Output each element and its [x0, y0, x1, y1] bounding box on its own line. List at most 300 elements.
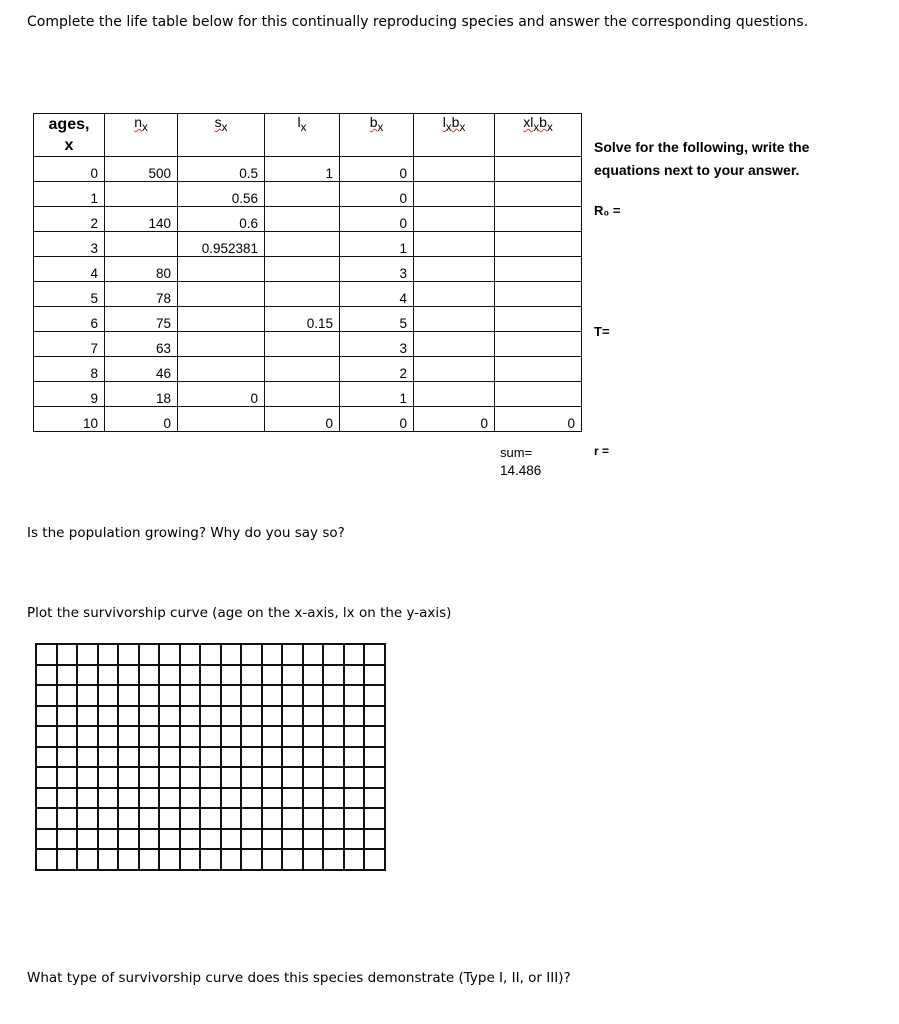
instructions-text: Complete the life table below for this continually reproducing species and answer the corresponding questions. [27, 14, 809, 30]
table-cell-sx[interactable]: 0 [178, 382, 265, 407]
grid-cell[interactable] [77, 706, 98, 727]
table-cell-bx[interactable]: 0 [340, 207, 414, 232]
grid-cell[interactable] [221, 788, 242, 809]
grid-cell[interactable] [36, 788, 57, 809]
grid-cell[interactable] [98, 849, 119, 870]
grid-cell[interactable] [118, 726, 139, 747]
grid-cell[interactable] [98, 685, 119, 706]
table-cell-lx[interactable] [265, 207, 340, 232]
grid-cell[interactable] [57, 685, 78, 706]
grid-cell[interactable] [139, 788, 160, 809]
table-cell-sx[interactable] [178, 407, 265, 432]
table-cell-age[interactable]: 4 [34, 257, 105, 282]
table-cell-age[interactable]: 8 [34, 357, 105, 382]
grid-cell[interactable] [344, 849, 365, 870]
table-row [34, 307, 582, 332]
table-cell-age[interactable]: 3 [34, 232, 105, 257]
table-cell-nx[interactable]: 140 [105, 207, 178, 232]
table-cell-xlxbx[interactable] [495, 332, 582, 357]
grid-cell[interactable] [323, 685, 344, 706]
grid-cell[interactable] [159, 747, 180, 768]
table-cell-sx[interactable] [178, 307, 265, 332]
grid-cell[interactable] [57, 644, 78, 665]
grid-cell[interactable] [139, 849, 160, 870]
table-cell-sx[interactable] [178, 357, 265, 382]
table-cell-lx[interactable]: 0.15 [265, 307, 340, 332]
table-cell-lx[interactable] [265, 357, 340, 382]
grid-cell[interactable] [241, 665, 262, 686]
table-cell-sx[interactable]: 0.56 [178, 182, 265, 207]
table-cell-nx[interactable] [105, 232, 178, 257]
grid-row [36, 767, 385, 788]
grid-cell[interactable] [118, 767, 139, 788]
grid-cell[interactable] [364, 849, 385, 870]
grid-cell[interactable] [36, 808, 57, 829]
grid-cell[interactable] [57, 665, 78, 686]
grid-cell[interactable] [118, 665, 139, 686]
grid-cell[interactable] [303, 767, 324, 788]
grid-cell[interactable] [221, 726, 242, 747]
table-cell-bx[interactable]: 2 [340, 357, 414, 382]
grid-cell[interactable] [282, 665, 303, 686]
grid-cell[interactable] [57, 726, 78, 747]
table-cell-nx[interactable]: 63 [105, 332, 178, 357]
grid-cell[interactable] [262, 849, 283, 870]
table-row [34, 182, 582, 207]
grid-cell[interactable] [139, 808, 160, 829]
grid-cell[interactable] [118, 685, 139, 706]
table-row [34, 282, 582, 307]
grid-cell[interactable] [282, 706, 303, 727]
table-cell-age[interactable]: 9 [34, 382, 105, 407]
grid-cell[interactable] [344, 665, 365, 686]
table-cell-nx[interactable]: 0 [105, 407, 178, 432]
grid-cell[interactable] [118, 808, 139, 829]
grid-cell[interactable] [98, 767, 119, 788]
grid-cell[interactable] [159, 767, 180, 788]
grid-cell[interactable] [159, 726, 180, 747]
grid-cell[interactable] [98, 808, 119, 829]
table-cell-bx[interactable]: 1 [340, 232, 414, 257]
grid-cell[interactable] [282, 644, 303, 665]
grid-cell[interactable] [221, 767, 242, 788]
grid-cell[interactable] [180, 808, 201, 829]
grid-cell[interactable] [241, 829, 262, 850]
table-cell-bx[interactable]: 4 [340, 282, 414, 307]
r-label: r = [594, 444, 610, 458]
grid-cell[interactable] [344, 747, 365, 768]
grid-cell[interactable] [77, 685, 98, 706]
grid-cell[interactable] [364, 808, 385, 829]
header-ages: ages, x [34, 114, 105, 157]
table-cell-bx[interactable]: 0 [340, 182, 414, 207]
grid-cell[interactable] [262, 747, 283, 768]
table-cell-lxbx[interactable] [414, 382, 495, 407]
grid-cell[interactable] [303, 849, 324, 870]
grid-cell[interactable] [180, 829, 201, 850]
grid-cell[interactable] [241, 788, 262, 809]
grid-cell[interactable] [139, 747, 160, 768]
grid-cell[interactable] [221, 665, 242, 686]
sum-value: 14.486 [500, 463, 542, 478]
table-cell-lx[interactable]: 0 [265, 407, 340, 432]
grid-cell[interactable] [200, 849, 221, 870]
grid-cell[interactable] [364, 788, 385, 809]
grid-cell[interactable] [57, 788, 78, 809]
table-cell-bx[interactable]: 1 [340, 382, 414, 407]
table-cell-lxbx[interactable] [414, 357, 495, 382]
table-cell-sx[interactable]: 0.6 [178, 207, 265, 232]
grid-cell[interactable] [180, 685, 201, 706]
grid-row [36, 788, 385, 809]
table-cell-xlxbx[interactable] [495, 157, 582, 182]
table-cell-lxbx[interactable] [414, 157, 495, 182]
grid-cell[interactable] [36, 849, 57, 870]
table-cell-age[interactable]: 5 [34, 282, 105, 307]
grid-cell[interactable] [139, 829, 160, 850]
grid-cell[interactable] [200, 808, 221, 829]
grid-cell[interactable] [344, 788, 365, 809]
grid-cell[interactable] [241, 767, 262, 788]
grid-cell[interactable] [98, 665, 119, 686]
table-cell-lxbx[interactable]: 0 [414, 407, 495, 432]
table-cell-lx[interactable] [265, 182, 340, 207]
grid-cell[interactable] [241, 685, 262, 706]
grid-cell[interactable] [118, 747, 139, 768]
question-curve-type: What type of survivorship curve does this species demonstrate (Type I, II, or III)? [27, 970, 571, 986]
table-cell-lxbx[interactable] [414, 282, 495, 307]
grid-cell[interactable] [200, 706, 221, 727]
header-xlxbx: $xl_xb_x$ [495, 114, 582, 157]
table-cell-age[interactable]: 6 [34, 307, 105, 332]
table-cell-bx[interactable]: 0 [340, 157, 414, 182]
table-cell-xlxbx[interactable] [495, 282, 582, 307]
grid-cell[interactable] [159, 665, 180, 686]
table-cell-sx[interactable] [178, 332, 265, 357]
grid-cell[interactable] [77, 788, 98, 809]
grid-cell[interactable] [221, 685, 242, 706]
table-cell-nx[interactable]: 78 [105, 282, 178, 307]
grid-cell[interactable] [57, 747, 78, 768]
grid-cell[interactable] [303, 726, 324, 747]
table-cell-bx[interactable]: 3 [340, 332, 414, 357]
table-cell-bx[interactable]: 5 [340, 307, 414, 332]
grid-cell[interactable] [159, 829, 180, 850]
sum-label: sum= [500, 445, 533, 460]
grid-cell[interactable] [282, 767, 303, 788]
grid-cell[interactable] [344, 685, 365, 706]
table-cell-sx[interactable] [178, 282, 265, 307]
table-cell-nx[interactable]: 500 [105, 157, 178, 182]
grid-cell[interactable] [323, 808, 344, 829]
grid-cell[interactable] [241, 808, 262, 829]
table-cell-nx[interactable]: 75 [105, 307, 178, 332]
table-row [34, 407, 582, 432]
table-row [34, 257, 582, 282]
grid-cell[interactable] [118, 788, 139, 809]
grid-row [36, 706, 385, 727]
grid-cell[interactable] [282, 788, 303, 809]
grid-cell[interactable] [180, 644, 201, 665]
grid-cell[interactable] [344, 644, 365, 665]
grid-cell[interactable] [200, 685, 221, 706]
grid-cell[interactable] [262, 706, 283, 727]
table-cell-age[interactable]: 7 [34, 332, 105, 357]
question-growing: Is the population growing? Why do you say so? [27, 525, 345, 541]
grid-cell[interactable] [36, 685, 57, 706]
grid-cell[interactable] [241, 644, 262, 665]
grid-cell[interactable] [200, 747, 221, 768]
grid-cell[interactable] [323, 747, 344, 768]
table-cell-xlxbx[interactable] [495, 182, 582, 207]
grid-cell[interactable] [303, 788, 324, 809]
grid-cell[interactable] [262, 767, 283, 788]
table-cell-xlxbx[interactable] [495, 382, 582, 407]
grid-cell[interactable] [303, 665, 324, 686]
grid-cell[interactable] [200, 644, 221, 665]
table-cell-xlxbx[interactable] [495, 357, 582, 382]
grid-cell[interactable] [77, 767, 98, 788]
grid-row [36, 829, 385, 850]
table-cell-sx[interactable]: 0.5 [178, 157, 265, 182]
table-cell-nx[interactable]: 18 [105, 382, 178, 407]
grid-cell[interactable] [323, 829, 344, 850]
grid-cell[interactable] [344, 829, 365, 850]
grid-cell[interactable] [139, 767, 160, 788]
table-row [34, 157, 582, 182]
grid-cell[interactable] [241, 706, 262, 727]
table-cell-xlxbx[interactable] [495, 232, 582, 257]
table-cell-lx[interactable]: 1 [265, 157, 340, 182]
grid-cell[interactable] [303, 747, 324, 768]
grid-cell[interactable] [57, 706, 78, 727]
grid-cell[interactable] [344, 767, 365, 788]
grid-cell[interactable] [303, 644, 324, 665]
grid-cell[interactable] [262, 685, 283, 706]
table-cell-xlxbx[interactable] [495, 257, 582, 282]
table-cell-age[interactable]: 2 [34, 207, 105, 232]
grid-cell[interactable] [180, 788, 201, 809]
grid-cell[interactable] [57, 808, 78, 829]
grid-cell[interactable] [139, 706, 160, 727]
grid-cell[interactable] [241, 747, 262, 768]
grid-cell[interactable] [364, 685, 385, 706]
grid-cell[interactable] [180, 726, 201, 747]
table-cell-lx[interactable] [265, 332, 340, 357]
grid-cell[interactable] [282, 808, 303, 829]
grid-cell[interactable] [57, 767, 78, 788]
grid-cell[interactable] [98, 706, 119, 727]
solve-instructions: Solve for the following, write the equations next to your answer. [594, 139, 810, 178]
grid-cell[interactable] [139, 665, 160, 686]
grid-cell[interactable] [77, 644, 98, 665]
grid-cell[interactable] [98, 726, 119, 747]
grid-cell[interactable] [221, 644, 242, 665]
grid-cell[interactable] [364, 829, 385, 850]
grid-cell[interactable] [98, 747, 119, 768]
header-lxbx: $l_xb_x$ [414, 114, 495, 157]
grid-cell[interactable] [180, 767, 201, 788]
grid-cell[interactable] [323, 644, 344, 665]
grid-cell[interactable] [200, 665, 221, 686]
table-cell-lx[interactable] [265, 257, 340, 282]
header-nx: $n_x$ [105, 114, 178, 157]
table-cell-lxbx[interactable] [414, 232, 495, 257]
grid-cell[interactable] [98, 644, 119, 665]
grid-cell[interactable] [36, 726, 57, 747]
grid-cell[interactable] [36, 665, 57, 686]
grid-cell[interactable] [57, 849, 78, 870]
grid-cell[interactable] [118, 644, 139, 665]
table-cell-lx[interactable] [265, 282, 340, 307]
grid-cell[interactable] [180, 665, 201, 686]
grid-cell[interactable] [118, 829, 139, 850]
r0-label: R₀ = [594, 203, 621, 218]
grid-cell[interactable] [221, 808, 242, 829]
table-cell-age[interactable]: 10 [34, 407, 105, 432]
grid-cell[interactable] [323, 767, 344, 788]
grid-cell[interactable] [159, 644, 180, 665]
table-cell-lx[interactable] [265, 382, 340, 407]
grid-cell[interactable] [364, 726, 385, 747]
table-cell-bx[interactable]: 3 [340, 257, 414, 282]
graph-grid[interactable] [35, 643, 386, 871]
table-cell-nx[interactable]: 46 [105, 357, 178, 382]
grid-cell[interactable] [36, 706, 57, 727]
grid-cell[interactable] [159, 706, 180, 727]
table-cell-lxbx[interactable] [414, 257, 495, 282]
grid-cell[interactable] [200, 829, 221, 850]
grid-cell[interactable] [77, 726, 98, 747]
life-table [33, 113, 582, 432]
grid-cell[interactable] [221, 706, 242, 727]
grid-cell[interactable] [36, 829, 57, 850]
table-cell-xlxbx[interactable] [495, 307, 582, 332]
table-cell-nx[interactable]: 80 [105, 257, 178, 282]
header-lx: $l_x$ [265, 114, 340, 157]
grid-cell[interactable] [221, 849, 242, 870]
t-label: T= [594, 324, 610, 339]
table-cell-age[interactable]: 0 [34, 157, 105, 182]
grid-cell[interactable] [344, 808, 365, 829]
table-cell-lxbx[interactable] [414, 332, 495, 357]
grid-cell[interactable] [77, 665, 98, 686]
table-cell-xlxbx[interactable]: 0 [495, 407, 582, 432]
grid-cell[interactable] [364, 665, 385, 686]
grid-cell[interactable] [262, 665, 283, 686]
header-sx: $s_x$ [178, 114, 265, 157]
grid-cell[interactable] [303, 685, 324, 706]
grid-cell[interactable] [36, 644, 57, 665]
grid-cell[interactable] [364, 706, 385, 727]
grid-cell[interactable] [200, 767, 221, 788]
grid-cell[interactable] [57, 829, 78, 850]
grid-cell[interactable] [139, 644, 160, 665]
grid-cell[interactable] [282, 829, 303, 850]
grid-cell[interactable] [262, 808, 283, 829]
table-cell-nx[interactable] [105, 182, 178, 207]
grid-cell[interactable] [262, 829, 283, 850]
grid-cell[interactable] [36, 747, 57, 768]
table-row [34, 207, 582, 232]
grid-cell[interactable] [77, 849, 98, 870]
grid-cell[interactable] [262, 644, 283, 665]
table-cell-bx[interactable]: 0 [340, 407, 414, 432]
grid-cell[interactable] [364, 767, 385, 788]
grid-cell[interactable] [323, 665, 344, 686]
grid-cell[interactable] [77, 747, 98, 768]
table-cell-lx[interactable] [265, 232, 340, 257]
table-cell-xlxbx[interactable] [495, 207, 582, 232]
grid-cell[interactable] [159, 788, 180, 809]
grid-cell[interactable] [221, 747, 242, 768]
table-cell-lxbx[interactable] [414, 307, 495, 332]
grid-cell[interactable] [221, 829, 242, 850]
grid-cell[interactable] [364, 747, 385, 768]
grid-row [36, 644, 385, 665]
grid-cell[interactable] [241, 849, 262, 870]
grid-cell[interactable] [282, 747, 303, 768]
grid-cell[interactable] [323, 788, 344, 809]
table-cell-lxbx[interactable] [414, 207, 495, 232]
grid-cell[interactable] [98, 788, 119, 809]
grid-cell[interactable] [159, 808, 180, 829]
grid-cell[interactable] [364, 644, 385, 665]
grid-cell[interactable] [282, 726, 303, 747]
grid-cell[interactable] [200, 788, 221, 809]
grid-cell[interactable] [139, 685, 160, 706]
grid-cell[interactable] [344, 726, 365, 747]
grid-cell[interactable] [77, 829, 98, 850]
grid-cell[interactable] [36, 767, 57, 788]
grid-cell[interactable] [323, 706, 344, 727]
table-cell-sx[interactable]: 0.952381 [178, 232, 265, 257]
grid-row [36, 747, 385, 768]
grid-cell[interactable] [303, 706, 324, 727]
grid-cell[interactable] [303, 829, 324, 850]
grid-cell[interactable] [118, 849, 139, 870]
grid-row [36, 808, 385, 829]
grid-cell[interactable] [262, 726, 283, 747]
grid-cell[interactable] [303, 808, 324, 829]
table-cell-lxbx[interactable] [414, 182, 495, 207]
grid-cell[interactable] [323, 726, 344, 747]
grid-cell[interactable] [118, 706, 139, 727]
grid-cell[interactable] [159, 685, 180, 706]
grid-cell[interactable] [344, 706, 365, 727]
table-cell-sx[interactable] [178, 257, 265, 282]
table-row [34, 382, 582, 407]
grid-row [36, 849, 385, 870]
grid-cell[interactable] [180, 747, 201, 768]
grid-cell[interactable] [323, 849, 344, 870]
grid-cell[interactable] [159, 849, 180, 870]
header-bx: $b_x$ [340, 114, 414, 157]
grid-cell[interactable] [98, 829, 119, 850]
grid-row [36, 665, 385, 686]
grid-cell[interactable] [200, 726, 221, 747]
grid-cell[interactable] [241, 726, 262, 747]
table-cell-age[interactable]: 1 [34, 182, 105, 207]
grid-cell[interactable] [77, 808, 98, 829]
grid-cell[interactable] [180, 849, 201, 870]
grid-cell[interactable] [139, 726, 160, 747]
question-plot: Plot the survivorship curve (age on the x-axis, lx on the y-axis) [27, 605, 452, 621]
grid-cell[interactable] [282, 685, 303, 706]
grid-cell[interactable] [262, 788, 283, 809]
grid-cell[interactable] [282, 849, 303, 870]
grid-cell[interactable] [180, 706, 201, 727]
